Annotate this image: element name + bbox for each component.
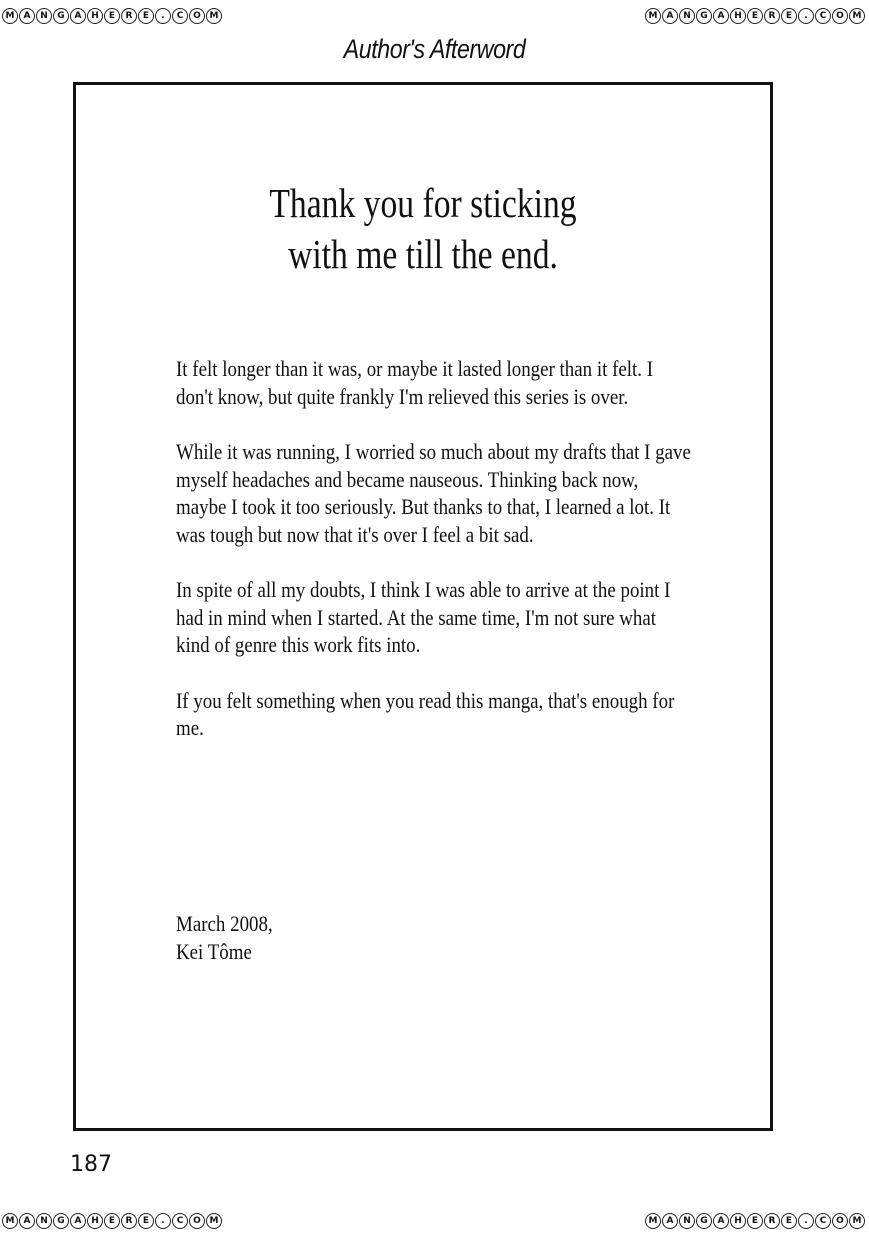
signature	[176, 910, 273, 965]
watermark-bottom-left	[2, 1211, 222, 1231]
watermark-letter: A	[70, 8, 86, 24]
watermark-letter: C	[815, 1213, 831, 1229]
watermark-top-right	[645, 6, 865, 26]
watermark-letter: O	[189, 8, 205, 24]
watermark-letter: A	[70, 1213, 86, 1229]
watermark-letter: M	[645, 8, 661, 24]
watermark-letter: N	[679, 1213, 695, 1229]
paragraph-3: In spite of all my doubts, I think I was able to arrive at the point I had in mind when I started. At the same time, I'm not sure what kind of genre this work fits into.	[176, 577, 671, 657]
watermark-letter: R	[764, 8, 780, 24]
watermark-letter: O	[832, 1213, 848, 1229]
watermark-letter: A	[713, 1213, 729, 1229]
watermark-letter: O	[189, 1213, 205, 1229]
watermark-letter: H	[87, 1213, 103, 1229]
watermark-letter: M	[206, 8, 222, 24]
watermark-letter: .	[155, 1213, 171, 1229]
watermark-letter: N	[36, 1213, 52, 1229]
watermark-letter: E	[747, 8, 763, 24]
page-number: 187	[70, 1152, 112, 1177]
watermark-letter: O	[832, 8, 848, 24]
watermark-letter: E	[781, 8, 797, 24]
watermark-letter: N	[36, 8, 52, 24]
watermark-letter: H	[87, 8, 103, 24]
paragraph-2: While it was running, I worried so much about my drafts that I gave myself headaches and became nauseous. Thinking back now, maybe I took it too seriously. But thanks to that, I learned a lot. It was tough but now that it's over I feel a bit sad.	[176, 439, 691, 547]
watermark-letter: G	[53, 1213, 69, 1229]
watermark-letter: E	[781, 1213, 797, 1229]
paragraph-1: It felt longer than it was, or maybe it lasted longer than it felt. I don't know, but quite frankly I'm relieved this series is over.	[176, 356, 654, 409]
signature-date: March 2008,	[176, 911, 273, 936]
signature-author: Kei Tôme	[176, 938, 252, 964]
watermark-letter: H	[730, 1213, 746, 1229]
watermark-letter: M	[849, 8, 865, 24]
watermark-letter: M	[849, 1213, 865, 1229]
watermark-letter: A	[19, 1213, 35, 1229]
watermark-letter: E	[138, 8, 154, 24]
watermark-letter: A	[662, 1213, 678, 1229]
watermark-letter: M	[2, 8, 18, 24]
watermark-letter: E	[104, 1213, 120, 1229]
watermark-letter: E	[747, 1213, 763, 1229]
watermark-letter: A	[19, 8, 35, 24]
paragraph-4: If you felt something when you read this manga, that's enough for me.	[176, 687, 675, 740]
watermark-letter: A	[662, 8, 678, 24]
afterword-body	[176, 355, 736, 770]
watermark-letter: G	[696, 8, 712, 24]
watermark-top-left	[2, 6, 222, 26]
watermark-letter: M	[2, 1213, 18, 1229]
watermark-letter: G	[696, 1213, 712, 1229]
watermark-letter: H	[730, 8, 746, 24]
watermark-letter: R	[121, 8, 137, 24]
watermark-letter: A	[713, 8, 729, 24]
watermark-letter: E	[104, 8, 120, 24]
watermark-letter: M	[206, 1213, 222, 1229]
watermark-letter: .	[798, 1213, 814, 1229]
watermark-letter: E	[138, 1213, 154, 1229]
watermark-letter: C	[815, 8, 831, 24]
watermark-letter: .	[155, 8, 171, 24]
watermark-letter: M	[645, 1213, 661, 1229]
watermark-letter: C	[172, 8, 188, 24]
heading	[0, 178, 846, 280]
watermark-letter: C	[172, 1213, 188, 1229]
heading-line-2: with me till the end.	[288, 231, 558, 277]
watermark-letter: R	[764, 1213, 780, 1229]
heading-line-1: Thank you for sticking	[269, 180, 577, 226]
watermark-letter: N	[679, 8, 695, 24]
page-title: Author's Afterword	[343, 34, 526, 64]
watermark-letter: R	[121, 1213, 137, 1229]
watermark-bottom-right	[645, 1211, 865, 1231]
watermark-letter: G	[53, 8, 69, 24]
watermark-letter: .	[798, 8, 814, 24]
